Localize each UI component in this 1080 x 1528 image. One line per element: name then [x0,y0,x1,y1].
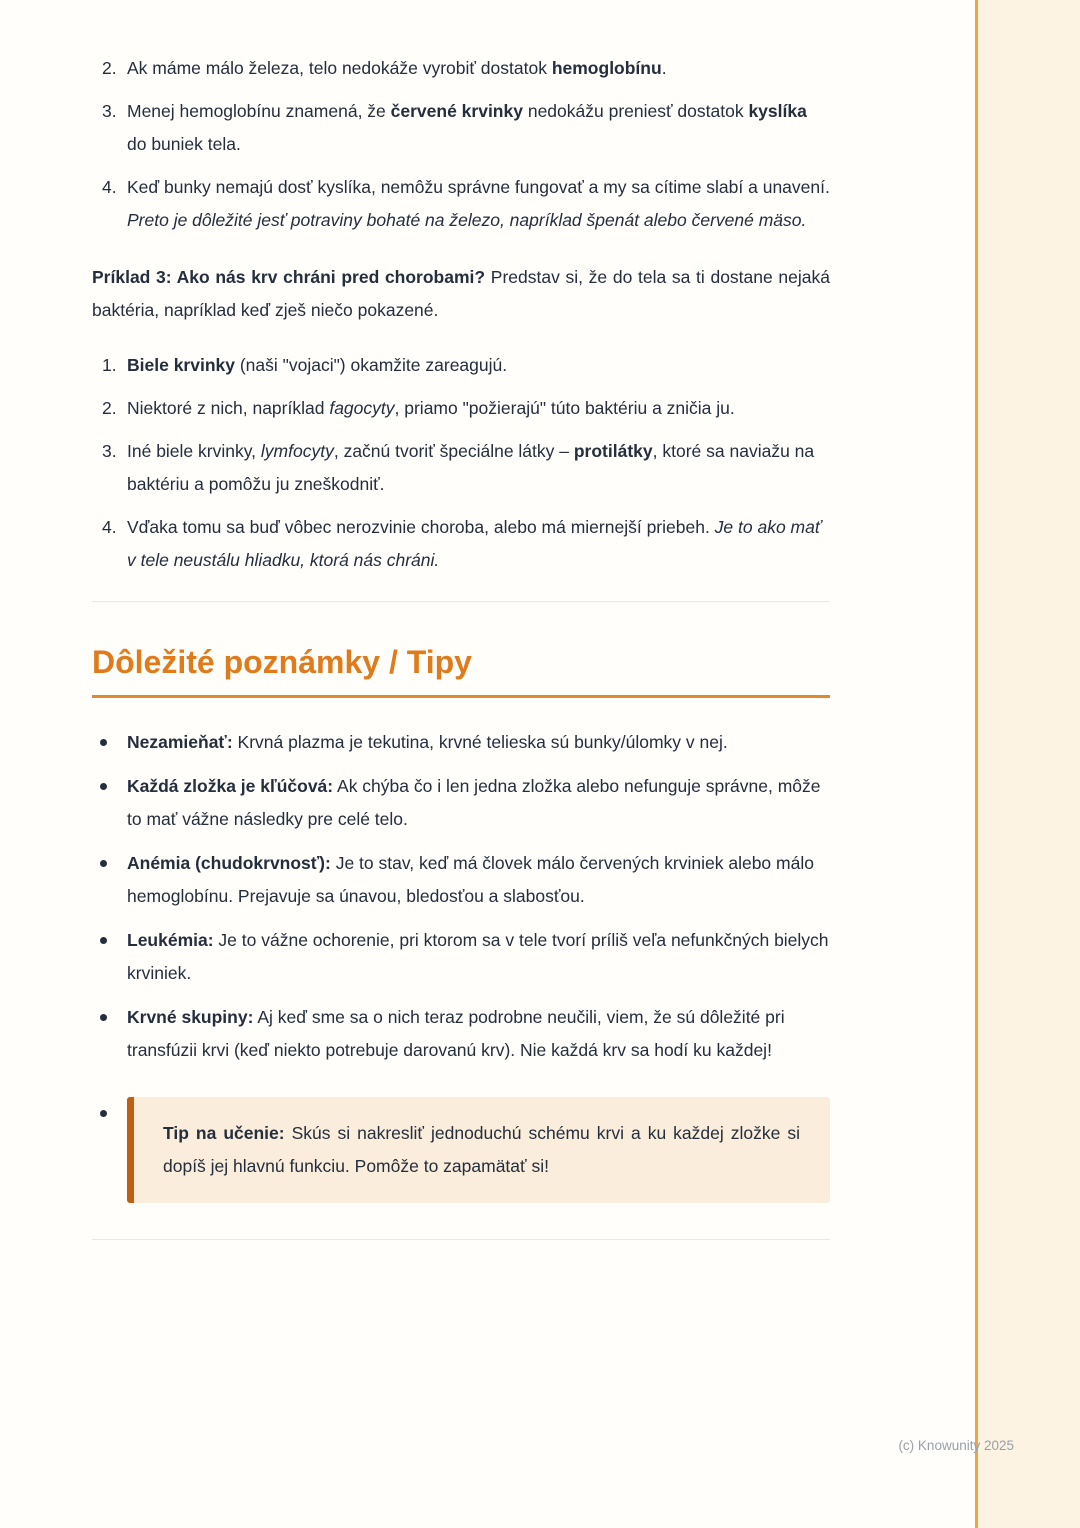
list-item [102,52,830,85]
list-item-text [127,392,830,425]
list-item [102,435,830,501]
list-item [102,171,830,237]
bullet-icon [100,726,127,759]
list-item-number: 3. [102,441,117,461]
list-item-number: 3. [102,101,117,121]
side-accent-band [978,0,1080,1528]
text-segment: Je to ako mať v tele neustálu hliadku, ktorá nás chráni. [127,517,822,570]
list-item-number: 4. [102,517,117,537]
list-item [100,770,830,836]
bullet-icon [100,924,127,990]
list-item-text [127,511,830,577]
text-segment: Tip na učenie: [163,1123,285,1143]
text-segment: , začnú tvoriť špeciálne látky – [333,441,574,461]
list-item [102,349,830,382]
text-segment: Skús si nakresliť jednoduchú schému krvi a ku každej zložke si dopíš jej hlavnú funkciu. Pomôže to zapamätať si! [163,1123,800,1176]
list-item [102,392,830,425]
text-segment: hemoglobínu [551,58,662,78]
text-segment: Menej hemoglobínu znamená, že [127,101,391,121]
list-item-text [127,349,830,382]
list-item-text [127,1001,830,1067]
list-item-number: 2. [102,58,117,78]
list-item [102,95,830,161]
iron-hemoglobin-list [102,52,830,237]
list-item-text [127,52,830,85]
list-item-text [127,726,830,759]
text-segment: Je to stav, keď má človek málo červených krviniek alebo málo hemoglobínu. Prejavuje sa únavou, bledosťou a slabosťou. [127,853,814,906]
list-item [100,1001,830,1067]
text-segment: Predstav si, že do tela sa ti dostane nejaká baktéria, napríklad keď zješ niečo pokazené. [92,267,830,320]
tip-list-item [100,1097,830,1203]
text-segment: Príklad 3: Ako nás krv chráni pred chorobami? [92,267,486,287]
text-segment: Anémia (chudokrvnosť): [127,853,331,873]
text-segment: fagocyty [329,398,395,418]
text-segment: do buniek tela. [127,134,241,154]
immune-defense-list [102,349,830,577]
text-segment: Nezamieňať: [127,732,233,752]
text-segment: Keď bunky nemajú dosť kyslíka, nemôžu správne fungovať a my sa cítime slabí a unavení. [127,177,830,197]
text-segment: kyslíka [748,101,807,121]
example3-paragraph [92,261,830,327]
text-segment: Vďaka tomu sa buď vôbec nerozvinie choroba, alebo má miernejší priebeh. [127,517,715,537]
bullet-icon [100,847,127,913]
list-item-text [127,171,830,237]
text-segment: lymfocyty [260,441,334,461]
bullet-icon [100,770,127,836]
footer-credit: (c) Knowunity 2025 [898,1438,1014,1453]
text-segment: (naši "vojaci") okamžite zareagujú. [234,355,508,375]
text-segment: Preto je dôležité jesť potraviny bohaté na železo, napríklad špenát alebo červené mäso. [127,210,807,230]
text-segment: Niektoré z nich, napríklad [127,398,330,418]
text-segment: . [661,58,667,78]
list-item-number: 2. [102,398,117,418]
section-heading: Dôležité poznámky / Tipy [92,642,830,698]
text-segment: nedokážu preniesť dostatok [522,101,749,121]
bullet-icon [100,1001,127,1067]
text-segment: Každá zložka je kľúčová: [127,776,334,796]
text-segment: Ak máme málo železa, telo nedokáže vyrobiť dostatok [127,58,552,78]
text-segment: Krvná plazma je tekutina, krvné telieska sú bunky/úlomky v nej. [232,732,728,752]
list-item-number: 1. [102,355,117,375]
list-item-text [127,924,830,990]
bullet-icon [100,1097,127,1203]
list-item-number: 4. [102,177,117,197]
text-segment: , ktoré sa naviažu na baktériu a pomôžu ju zneškodniť. [127,441,815,494]
list-item [102,511,830,577]
text-segment: Krvné skupiny: [127,1007,254,1027]
list-item-text [127,435,830,501]
divider [92,1239,830,1240]
list-item-text [127,770,830,836]
list-item-text [127,847,830,913]
list-item-text [127,95,830,161]
text-segment: Biele krvinky [127,355,235,375]
text-segment: Aj keď sme sa o nich teraz podrobne neučili, viem, že sú dôležité pri transfúzii krvi (keď niekto potrebuje darovanú krv). Nie každá krv sa hodí ku každej! [127,1007,785,1060]
list-item [100,726,830,759]
tip-callout [127,1097,830,1203]
text-segment: Ak chýba čo i len jedna zložka alebo nefunguje správne, môže to mať vážne následky pre celé telo. [127,776,821,829]
list-item [100,924,830,990]
list-item [100,847,830,913]
text-segment: Je to vážne ochorenie, pri ktorom sa v tele tvorí príliš veľa nefunkčných bielych krviniek. [127,930,829,983]
side-accent-line [975,0,978,1528]
notes-bullet-list [100,726,830,1067]
divider [92,601,830,602]
text-segment: protilátky [573,441,653,461]
text-segment: Leukémia: [127,930,214,950]
content-column [92,52,830,1240]
text-segment: červené krvinky [390,101,523,121]
text-segment: Iné biele krvinky, [127,441,261,461]
text-segment: , priamo "požierajú" túto baktériu a zničia ju. [394,398,735,418]
